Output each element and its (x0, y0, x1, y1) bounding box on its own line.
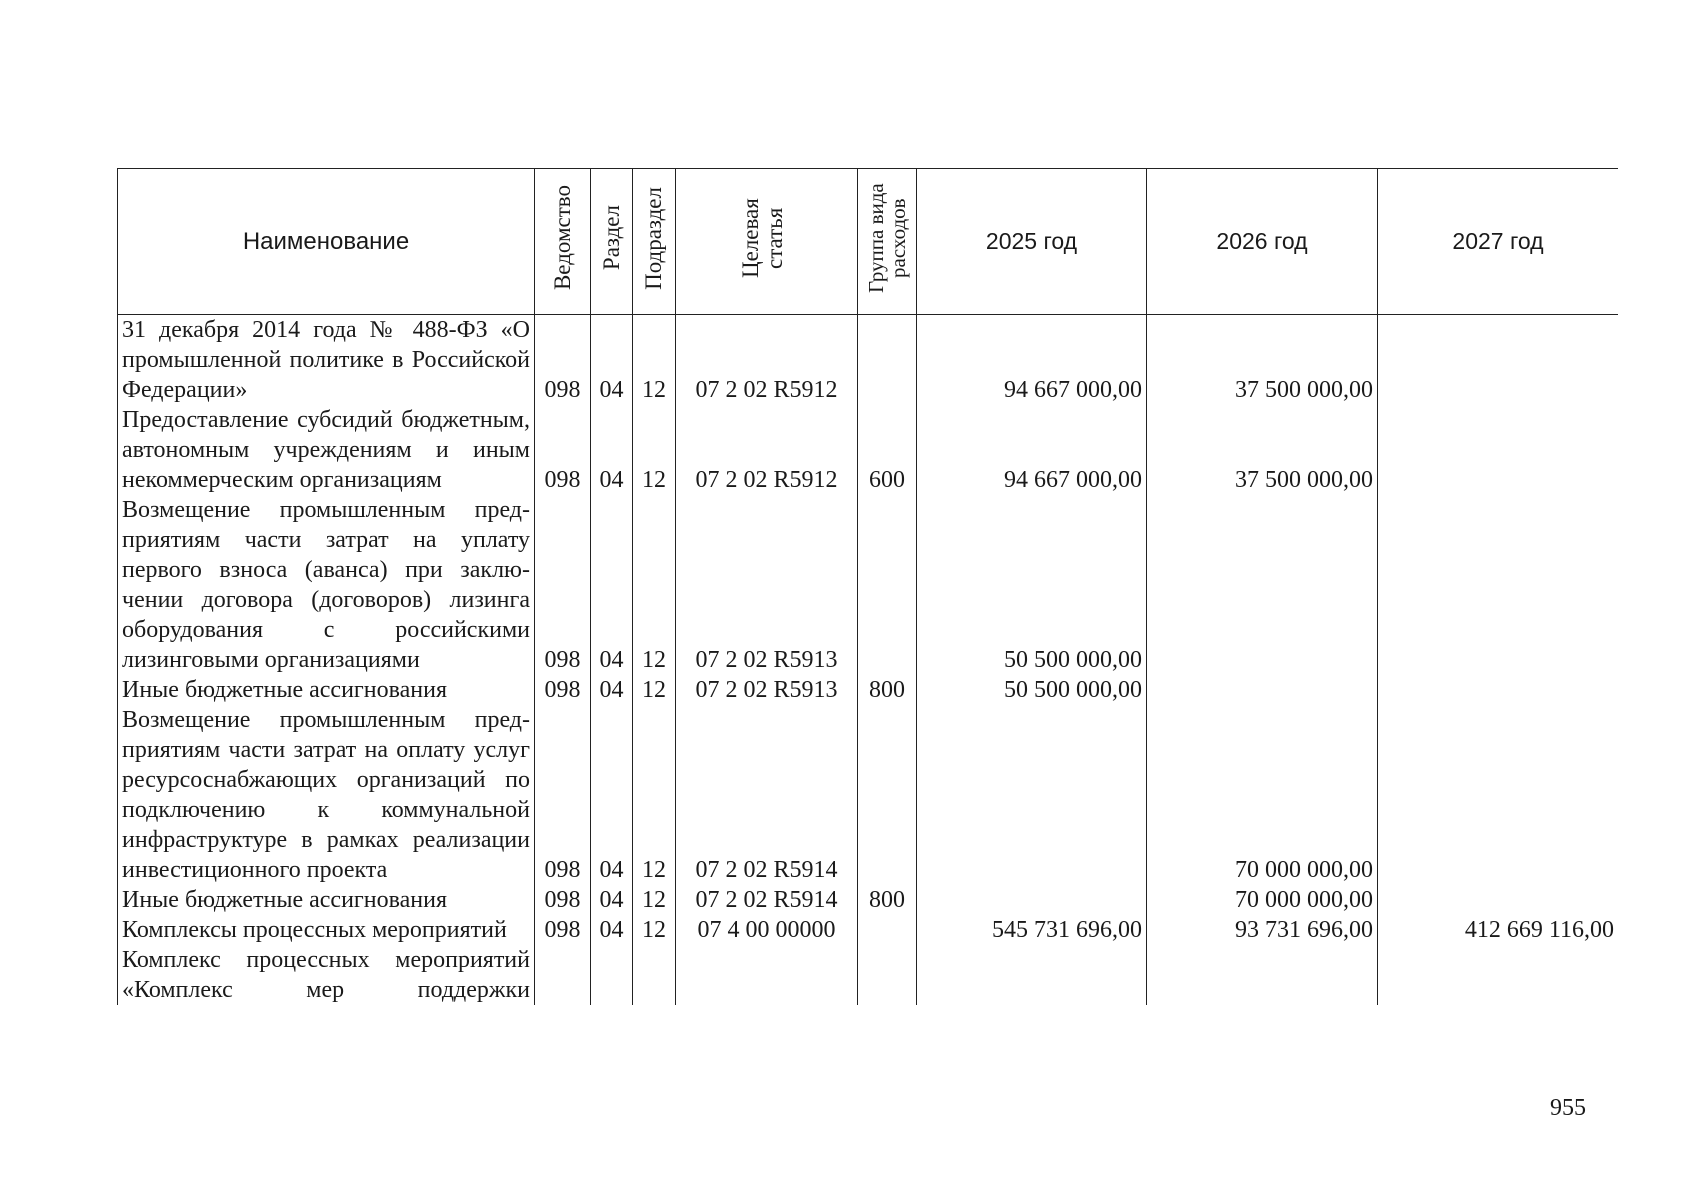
table-row (118, 495, 1619, 675)
cell-target: 07 2 02 R5912 (676, 405, 858, 495)
cell-2027 (1378, 705, 1619, 885)
table-row (118, 675, 1619, 705)
cell-2025 (917, 885, 1147, 915)
table-body (118, 315, 1619, 1006)
cell-2027 (1378, 495, 1619, 675)
cell-name: Комплекс процессных мероприятий «Комплекс мер поддержки (118, 945, 535, 1005)
cell-podrazdel: 12 (633, 405, 676, 495)
cell-razdel: 04 (591, 675, 633, 705)
cell-razdel: 04 (591, 915, 633, 945)
header-2026: 2026 год (1147, 169, 1378, 315)
cell-name: Иные бюджетные ассигнования (118, 675, 535, 705)
header-razdel: Раздел (591, 169, 633, 315)
cell-razdel: 04 (591, 315, 633, 406)
cell-razdel: 04 (591, 405, 633, 495)
cell-2026 (1147, 675, 1378, 705)
cell-group (858, 705, 917, 885)
cell-group (858, 915, 917, 945)
cell-razdel: 04 (591, 705, 633, 885)
cell-target: 07 4 00 00000 (676, 915, 858, 945)
cell-group: 800 (858, 675, 917, 705)
cell-2026: 37 500 000,00 (1147, 405, 1378, 495)
cell-2027 (1378, 315, 1619, 406)
cell-vedomstvo (535, 945, 591, 1005)
cell-razdel: 04 (591, 885, 633, 915)
cell-vedomstvo: 098 (535, 675, 591, 705)
cell-2025: 50 500 000,00 (917, 675, 1147, 705)
cell-2026: 37 500 000,00 (1147, 315, 1378, 406)
cell-podrazdel: 12 (633, 915, 676, 945)
cell-2025: 50 500 000,00 (917, 495, 1147, 675)
cell-target (676, 945, 858, 1005)
cell-razdel (591, 945, 633, 1005)
cell-name: Возмещение промышленным предприятиям части затрат на оплату услуг ресурсоснабжающих организаций по подключению к коммунальной инфраструктуре в рамках реализации инвестиционного проекта (118, 705, 535, 885)
table-row (118, 915, 1619, 945)
cell-vedomstvo: 098 (535, 495, 591, 675)
cell-target: 07 2 02 R5914 (676, 705, 858, 885)
cell-podrazdel: 12 (633, 495, 676, 675)
cell-2027 (1378, 675, 1619, 705)
page-number: 955 (1550, 1095, 1586, 1121)
table-row (118, 885, 1619, 915)
cell-podrazdel: 12 (633, 885, 676, 915)
cell-2025 (917, 705, 1147, 885)
cell-target: 07 2 02 R5913 (676, 495, 858, 675)
table-row (118, 945, 1619, 1005)
cell-2026: 70 000 000,00 (1147, 885, 1378, 915)
header-group: Группа вида расходов (858, 169, 917, 315)
cell-group: 600 (858, 405, 917, 495)
cell-name: Комплексы процессных мероприятий (118, 915, 535, 945)
cell-podrazdel: 12 (633, 675, 676, 705)
header-vedomstvo: Ведомство (535, 169, 591, 315)
cell-2026: 70 000 000,00 (1147, 705, 1378, 885)
cell-vedomstvo: 098 (535, 315, 591, 406)
cell-name: 31 декабря 2014 года № 488-ФЗ «О промышленной политике в Российской Федерации» (118, 315, 535, 406)
cell-razdel: 04 (591, 495, 633, 675)
cell-2027 (1378, 945, 1619, 1005)
cell-group (858, 945, 917, 1005)
cell-2027: 412 669 116,00 (1378, 915, 1619, 945)
cell-2025 (917, 945, 1147, 1005)
cell-group (858, 495, 917, 675)
cell-2027 (1378, 405, 1619, 495)
header-podrazdel: Подраздел (633, 169, 676, 315)
cell-name: Возмещение промышленным предприятиям части затрат на уплату первого взноса (аванса) при заключении договора (договоров) лизинга оборудования с российскими лизинговыми организациями (118, 495, 535, 675)
cell-name: Иные бюджетные ассигнования (118, 885, 535, 915)
budget-table-container (117, 168, 1618, 1088)
table-row (118, 705, 1619, 885)
header-row (118, 169, 1619, 315)
cell-2025: 94 667 000,00 (917, 315, 1147, 406)
cell-vedomstvo: 098 (535, 915, 591, 945)
cell-target: 07 2 02 R5912 (676, 315, 858, 406)
cell-2026: 93 731 696,00 (1147, 915, 1378, 945)
cell-target: 07 2 02 R5913 (676, 675, 858, 705)
budget-table (117, 168, 1618, 1005)
table-row (118, 405, 1619, 495)
cell-vedomstvo: 098 (535, 705, 591, 885)
cell-name: Предоставление субсидий бюджетным, автономным учреждениям и иным некоммерческим организациям (118, 405, 535, 495)
cell-2026 (1147, 495, 1378, 675)
cell-2026 (1147, 945, 1378, 1005)
cell-vedomstvo: 098 (535, 405, 591, 495)
header-target: Целевая статья (676, 169, 858, 315)
header-2025: 2025 год (917, 169, 1147, 315)
cell-vedomstvo: 098 (535, 885, 591, 915)
cell-2025: 545 731 696,00 (917, 915, 1147, 945)
cell-2027 (1378, 885, 1619, 915)
cell-podrazdel (633, 945, 676, 1005)
header-name: Наименование (118, 169, 535, 315)
cell-group: 800 (858, 885, 917, 915)
table-row (118, 315, 1619, 406)
cell-podrazdel: 12 (633, 315, 676, 406)
cell-podrazdel: 12 (633, 705, 676, 885)
cell-2025: 94 667 000,00 (917, 405, 1147, 495)
cell-target: 07 2 02 R5914 (676, 885, 858, 915)
header-2027: 2027 год (1378, 169, 1619, 315)
cell-group (858, 315, 917, 406)
